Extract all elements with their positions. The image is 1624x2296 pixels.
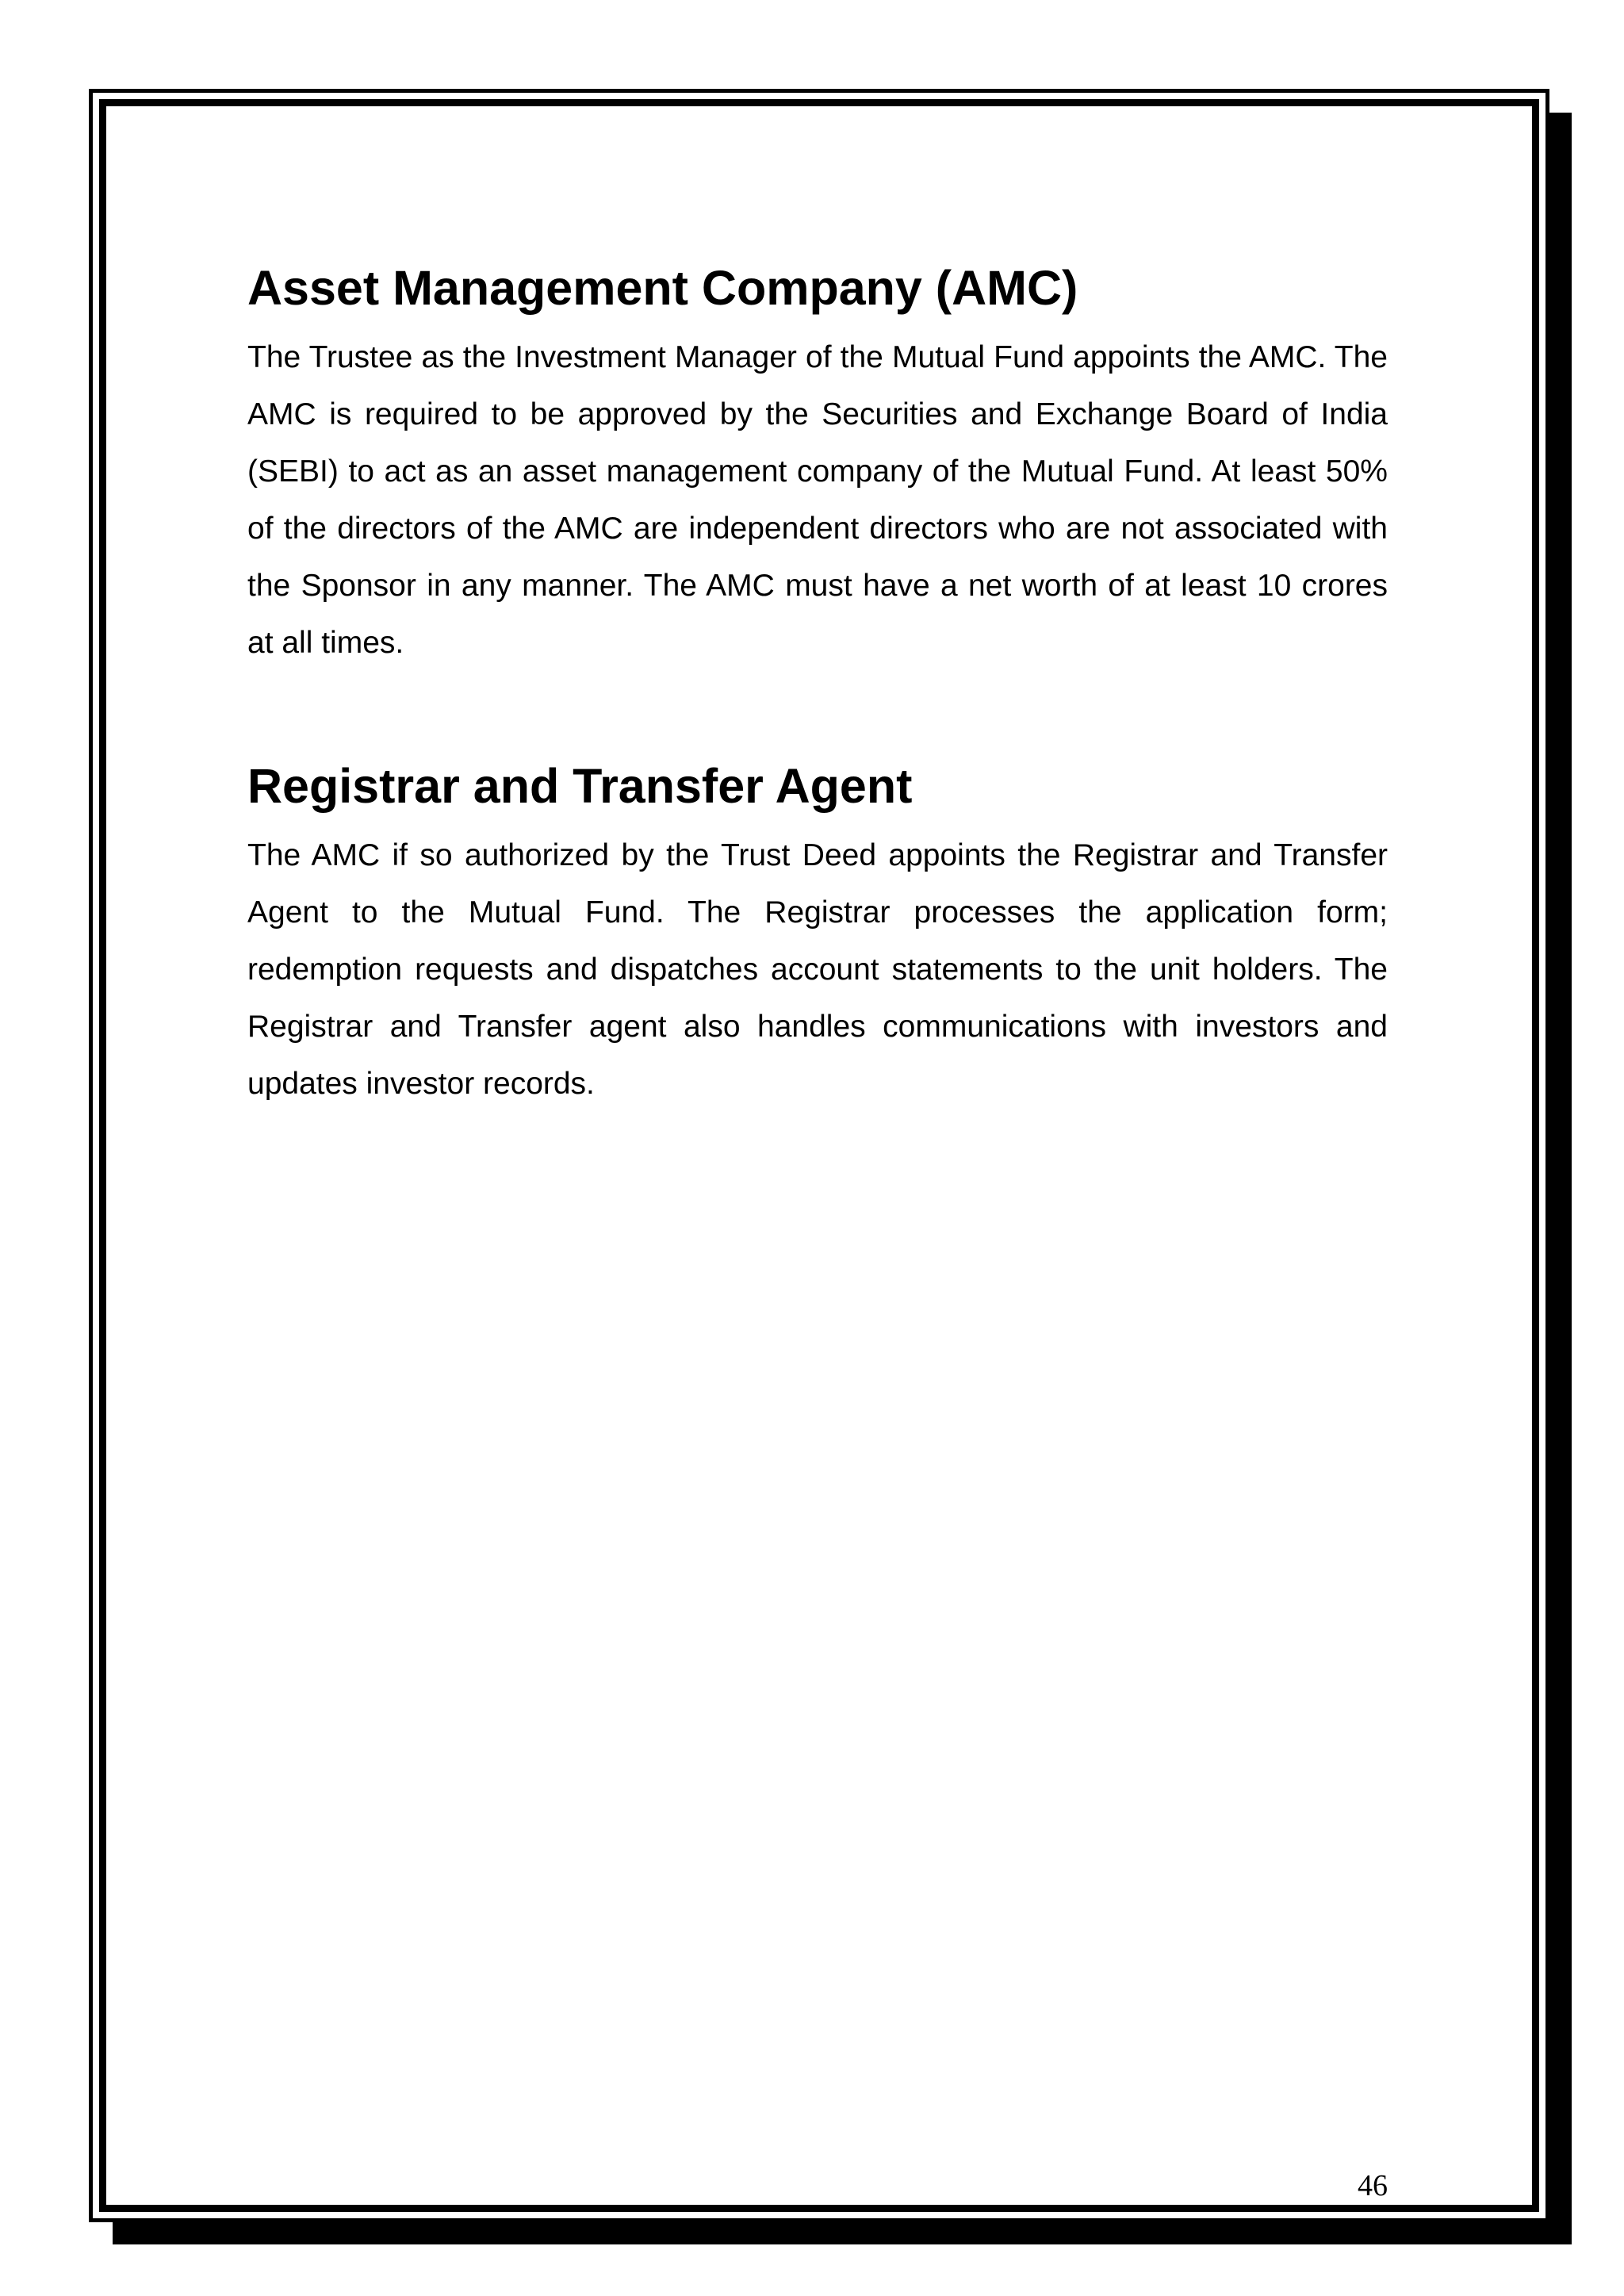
section-heading: Asset Management Company (AMC) [247,261,1078,315]
section-registrar [247,756,1388,1113]
section-amc [247,258,1388,672]
section-paragraph: The Trustee as the Investment Manager of the Mutual Fund appoints the AMC. The AMC is required to be approved by the Securities and Exchange Board of India (SEBI) to act as an asset management company of the Mutual Fund. At least 50% of the directors of the AMC are independent directors who are not associated with the Sponsor in any manner. The AMC must have a net worth of at least 10 crores at all times. [247,340,1388,660]
section-heading: Registrar and Transfer Agent [247,759,913,813]
section-paragraph: The AMC if so authorized by the Trust Deed appoints the Registrar and Transfer Agent to the Mutual Fund. The Registrar processes the application form; redemption requests and dispatches account statements to the unit holders. The Registrar and Transfer agent also handles communications with investors and updates investor records. [247,838,1388,1101]
page-number: 46 [1358,2169,1388,2202]
page-content [247,258,1388,1113]
